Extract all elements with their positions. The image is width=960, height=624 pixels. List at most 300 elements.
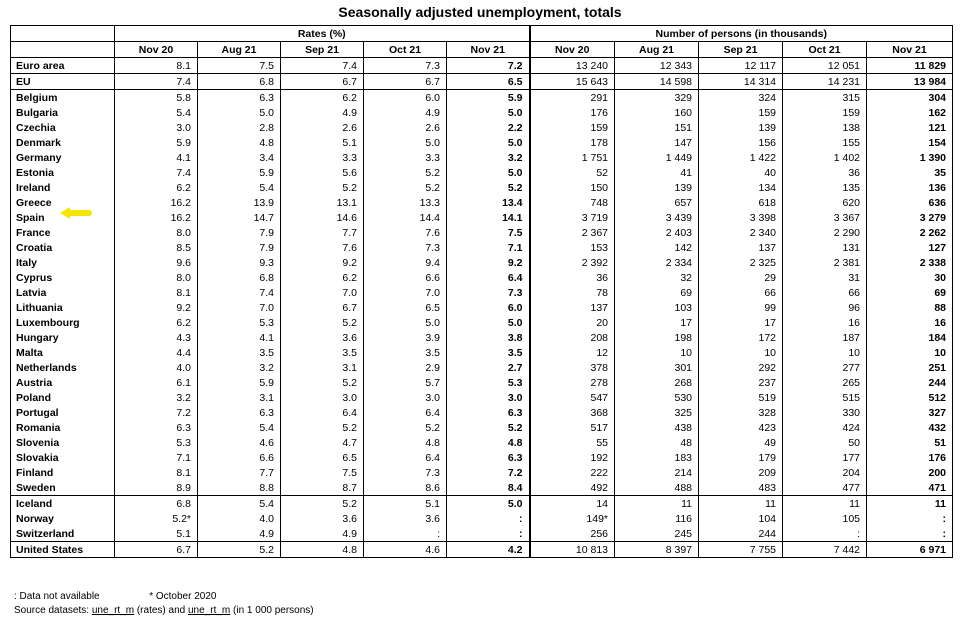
persons-cell: 245 <box>615 526 699 542</box>
rate-cell: 5.2 <box>364 165 447 180</box>
persons-cell: 12 343 <box>615 58 699 74</box>
rates-period-header: Aug 21 <box>198 42 281 58</box>
table-row <box>11 105 953 120</box>
persons-cell: 657 <box>615 195 699 210</box>
persons-cell: 204 <box>783 465 867 480</box>
persons-cell: 183 <box>615 450 699 465</box>
rate-cell: 7.2 <box>447 58 530 74</box>
persons-cell: 153 <box>530 240 615 255</box>
table-row <box>11 511 953 526</box>
persons-cell: 222 <box>530 465 615 480</box>
rate-cell: 5.0 <box>364 135 447 150</box>
persons-cell: 256 <box>530 526 615 542</box>
persons-cell: 618 <box>699 195 783 210</box>
rate-cell: 4.9 <box>198 526 281 542</box>
country-name: Bulgaria <box>16 106 59 119</box>
rate-cell: 5.4 <box>115 105 198 120</box>
persons-cell: 139 <box>615 180 699 195</box>
table-row <box>11 300 953 315</box>
persons-cell: 278 <box>530 375 615 390</box>
persons-cell: 2 367 <box>530 225 615 240</box>
persons-cell: 3 719 <box>530 210 615 225</box>
persons-cell: : <box>867 526 953 542</box>
persons-cell: 55 <box>530 435 615 450</box>
table-row <box>11 225 953 240</box>
persons-period-header: Sep 21 <box>699 42 783 58</box>
rate-cell: 7.5 <box>447 225 530 240</box>
persons-cell: 492 <box>530 480 615 496</box>
rate-cell: 14.4 <box>364 210 447 225</box>
rate-cell: 5.2 <box>447 420 530 435</box>
rate-cell: 3.1 <box>198 390 281 405</box>
rate-cell: 5.2 <box>281 496 364 512</box>
rate-cell: 8.0 <box>115 270 198 285</box>
corner-cell <box>11 42 115 58</box>
persons-cell: 244 <box>699 526 783 542</box>
table-body <box>11 58 953 558</box>
rate-cell: 6.2 <box>281 90 364 106</box>
rate-cell: 6.0 <box>447 300 530 315</box>
persons-cell: 208 <box>530 330 615 345</box>
persons-cell: 31 <box>783 270 867 285</box>
rate-cell: 3.1 <box>281 360 364 375</box>
country-name: Estonia <box>16 166 54 179</box>
rate-cell: 7.5 <box>281 465 364 480</box>
persons-cell: 187 <box>783 330 867 345</box>
rate-cell: 14.1 <box>447 210 530 225</box>
footnote-october: * October 2020 <box>149 591 217 602</box>
rate-cell: 5.8 <box>115 90 198 106</box>
persons-cell: 11 <box>615 496 699 512</box>
rate-cell: 7.4 <box>115 74 198 90</box>
rate-cell: 4.0 <box>115 360 198 375</box>
table-row <box>11 345 953 360</box>
persons-cell: 78 <box>530 285 615 300</box>
rate-cell: 5.2 <box>364 180 447 195</box>
rate-cell: 5.2 <box>281 375 364 390</box>
table-row <box>11 420 953 435</box>
rate-cell: 5.3 <box>115 435 198 450</box>
unemployment-table <box>10 25 953 558</box>
rate-cell: 7.0 <box>198 300 281 315</box>
persons-cell: 176 <box>867 450 953 465</box>
rate-cell: 9.2 <box>115 300 198 315</box>
country-name: Denmark <box>16 136 61 149</box>
rate-cell: 5.2 <box>447 180 530 195</box>
persons-cell: 378 <box>530 360 615 375</box>
persons-group-header: Number of persons (in thousands) <box>530 26 953 42</box>
rate-cell: 2.8 <box>198 120 281 135</box>
persons-cell: 142 <box>615 240 699 255</box>
persons-cell: 17 <box>615 315 699 330</box>
table-title: Seasonally adjusted unemployment, totals <box>338 4 622 20</box>
rate-cell: 6.5 <box>364 300 447 315</box>
persons-cell: 41 <box>615 165 699 180</box>
rate-cell: 6.2 <box>115 315 198 330</box>
rate-cell: 5.0 <box>364 315 447 330</box>
table-row <box>11 150 953 165</box>
country-name: Croatia <box>16 241 53 254</box>
persons-cell: 2 338 <box>867 255 953 270</box>
persons-cell: 1 422 <box>699 150 783 165</box>
table-row <box>11 480 953 496</box>
persons-cell: 3 279 <box>867 210 953 225</box>
persons-cell: 136 <box>867 180 953 195</box>
persons-cell: 127 <box>867 240 953 255</box>
persons-cell: 159 <box>699 105 783 120</box>
rate-cell: : <box>447 511 530 526</box>
rate-cell: 3.6 <box>281 511 364 526</box>
rate-cell: 6.5 <box>447 74 530 90</box>
table-row <box>11 465 953 480</box>
rate-cell: 4.8 <box>447 435 530 450</box>
rate-cell: 4.9 <box>281 526 364 542</box>
rate-cell: 3.0 <box>281 390 364 405</box>
persons-period-header: Nov 21 <box>867 42 953 58</box>
corner-cell <box>11 26 115 42</box>
persons-cell: 105 <box>783 511 867 526</box>
rate-cell: 5.0 <box>447 105 530 120</box>
table-row <box>11 240 953 255</box>
rate-cell: 7.1 <box>115 450 198 465</box>
rate-cell: 5.1 <box>364 496 447 512</box>
country-name: Euro area <box>11 58 115 74</box>
rate-cell: 4.6 <box>364 542 447 558</box>
persons-cell: 13 984 <box>867 74 953 90</box>
persons-cell: 36 <box>783 165 867 180</box>
rate-cell: 5.0 <box>447 315 530 330</box>
persons-cell: 69 <box>615 285 699 300</box>
rate-cell: 5.4 <box>198 420 281 435</box>
rate-cell: 5.0 <box>447 135 530 150</box>
rates-period-header: Sep 21 <box>281 42 364 58</box>
rate-cell: 8.1 <box>115 58 198 74</box>
rate-cell: 5.2 <box>281 420 364 435</box>
rate-cell: 7.9 <box>198 225 281 240</box>
rate-cell: 8.7 <box>281 480 364 496</box>
rate-cell: 16.2 <box>115 195 198 210</box>
persons-cell: 315 <box>783 90 867 106</box>
country-name: Ireland <box>16 181 51 194</box>
source-suffix: (in 1 000 persons) <box>230 605 314 616</box>
rate-cell: 3.6 <box>364 511 447 526</box>
rate-cell: 6.3 <box>447 450 530 465</box>
rate-cell: 8.9 <box>115 480 198 496</box>
rate-cell: 6.1 <box>115 375 198 390</box>
persons-cell: 515 <box>783 390 867 405</box>
persons-cell: 17 <box>699 315 783 330</box>
persons-cell: 12 117 <box>699 58 783 74</box>
table-row <box>11 435 953 450</box>
persons-cell: 184 <box>867 330 953 345</box>
persons-cell: 423 <box>699 420 783 435</box>
persons-cell: 172 <box>699 330 783 345</box>
persons-cell: 11 <box>699 496 783 512</box>
country-name: Cyprus <box>16 271 53 284</box>
rate-cell: 3.2 <box>115 390 198 405</box>
rate-cell: 8.4 <box>447 480 530 496</box>
rate-cell: 6.4 <box>281 405 364 420</box>
country-name: Malta <box>16 346 43 359</box>
persons-cell: 16 <box>867 315 953 330</box>
rates-period-header: Nov 20 <box>115 42 198 58</box>
rate-cell: 8.5 <box>115 240 198 255</box>
country-name: Finland <box>16 466 54 479</box>
persons-cell: 517 <box>530 420 615 435</box>
persons-cell: 10 <box>867 345 953 360</box>
persons-cell: 147 <box>615 135 699 150</box>
persons-cell: 11 829 <box>867 58 953 74</box>
persons-cell: 14 <box>530 496 615 512</box>
rate-cell: 6.6 <box>198 450 281 465</box>
persons-cell: 471 <box>867 480 953 496</box>
persons-cell: 159 <box>530 120 615 135</box>
rate-cell: 8.6 <box>364 480 447 496</box>
persons-cell: 237 <box>699 375 783 390</box>
rate-cell: 7.3 <box>364 465 447 480</box>
rates-group-header: Rates (%) <box>115 26 530 42</box>
persons-cell: 12 <box>530 345 615 360</box>
rate-cell: 3.4 <box>198 150 281 165</box>
persons-cell: 12 051 <box>783 58 867 74</box>
rate-cell: 13.1 <box>281 195 364 210</box>
rate-cell: 5.0 <box>198 105 281 120</box>
persons-cell: 438 <box>615 420 699 435</box>
rate-cell: 6.8 <box>198 270 281 285</box>
persons-cell: 30 <box>867 270 953 285</box>
persons-cell: 330 <box>783 405 867 420</box>
persons-cell: 636 <box>867 195 953 210</box>
rate-cell: 16.2 <box>115 210 198 225</box>
rate-cell: 5.2* <box>115 511 198 526</box>
rate-cell: 5.9 <box>115 135 198 150</box>
rate-cell: 7.3 <box>364 240 447 255</box>
persons-cell: 277 <box>783 360 867 375</box>
rate-cell: 2.9 <box>364 360 447 375</box>
rate-cell: 5.9 <box>198 165 281 180</box>
persons-cell: 69 <box>867 285 953 300</box>
source-prefix: Source datasets: <box>14 605 92 616</box>
rate-cell: 5.9 <box>198 375 281 390</box>
persons-cell: 620 <box>783 195 867 210</box>
persons-cell: 748 <box>530 195 615 210</box>
country-name: Iceland <box>11 496 115 512</box>
rate-cell: 8.1 <box>115 285 198 300</box>
persons-cell: 2 290 <box>783 225 867 240</box>
rate-cell: 6.2 <box>115 180 198 195</box>
group-header-row <box>11 26 953 42</box>
persons-cell: 36 <box>530 270 615 285</box>
rate-cell: 3.5 <box>198 345 281 360</box>
persons-cell: 519 <box>699 390 783 405</box>
source-mid: (rates) and <box>134 605 188 616</box>
table-row <box>11 210 953 225</box>
rate-cell: 5.2 <box>198 542 281 558</box>
footnote-na: : Data not available <box>14 591 100 602</box>
country-name: Switzerland <box>16 527 75 540</box>
country-name: Romania <box>16 421 61 434</box>
persons-cell: 327 <box>867 405 953 420</box>
rate-cell: 3.2 <box>198 360 281 375</box>
arrow-icon <box>59 206 93 220</box>
persons-cell: 477 <box>783 480 867 496</box>
persons-cell: 138 <box>783 120 867 135</box>
country-name: Germany <box>16 151 62 164</box>
table-row <box>11 450 953 465</box>
persons-cell: 20 <box>530 315 615 330</box>
persons-cell: 488 <box>615 480 699 496</box>
persons-cell: 3 367 <box>783 210 867 225</box>
country-name: Greece <box>16 196 52 209</box>
persons-cell: 2 381 <box>783 255 867 270</box>
persons-cell: 3 439 <box>615 210 699 225</box>
persons-cell: 135 <box>783 180 867 195</box>
persons-cell: 198 <box>615 330 699 345</box>
rate-cell: 5.4 <box>198 180 281 195</box>
rate-cell: 6.4 <box>364 450 447 465</box>
rate-cell: 2.7 <box>447 360 530 375</box>
country-name: Czechia <box>16 121 56 134</box>
persons-cell: 432 <box>867 420 953 435</box>
rate-cell: 3.8 <box>447 330 530 345</box>
country-name: Norway <box>16 512 54 525</box>
persons-cell: 29 <box>699 270 783 285</box>
country-name: Portugal <box>16 406 59 419</box>
persons-cell: 7 442 <box>783 542 867 558</box>
table-row <box>11 375 953 390</box>
rate-cell: 9.2 <box>447 255 530 270</box>
persons-cell: 368 <box>530 405 615 420</box>
rate-cell: 4.1 <box>115 150 198 165</box>
rate-cell: 7.3 <box>447 285 530 300</box>
rate-cell: 5.4 <box>198 496 281 512</box>
persons-cell: 214 <box>615 465 699 480</box>
rate-cell: 6.3 <box>447 405 530 420</box>
persons-cell: 192 <box>530 450 615 465</box>
country-name: Belgium <box>11 90 115 106</box>
country-name: Austria <box>16 376 53 389</box>
rate-cell: 4.8 <box>198 135 281 150</box>
rate-cell: 3.2 <box>447 150 530 165</box>
persons-cell: 424 <box>783 420 867 435</box>
persons-cell: 292 <box>699 360 783 375</box>
table-row <box>11 270 953 285</box>
persons-cell: 10 <box>783 345 867 360</box>
rate-cell: 6.5 <box>281 450 364 465</box>
rate-cell: 4.2 <box>447 542 530 558</box>
persons-cell: 483 <box>699 480 783 496</box>
rate-cell: 6.7 <box>281 300 364 315</box>
rate-cell: 3.9 <box>364 330 447 345</box>
rate-cell: 5.1 <box>281 135 364 150</box>
persons-cell: 104 <box>699 511 783 526</box>
rate-cell: 5.9 <box>447 90 530 106</box>
rate-cell: 7.9 <box>198 240 281 255</box>
table-row <box>11 120 953 135</box>
persons-cell: 10 <box>699 345 783 360</box>
persons-cell: 1 751 <box>530 150 615 165</box>
table-row <box>11 255 953 270</box>
persons-cell: 52 <box>530 165 615 180</box>
persons-period-header: Oct 21 <box>783 42 867 58</box>
rate-cell: 5.2 <box>281 315 364 330</box>
persons-period-header: Nov 20 <box>530 42 615 58</box>
rate-cell: 5.0 <box>447 165 530 180</box>
persons-cell: 66 <box>699 285 783 300</box>
rate-cell: 2.6 <box>281 120 364 135</box>
rate-cell: 6.8 <box>115 496 198 512</box>
table-row <box>11 496 953 512</box>
rate-cell: 7.5 <box>198 58 281 74</box>
persons-cell: 176 <box>530 105 615 120</box>
table-row <box>11 90 953 106</box>
persons-cell: 103 <box>615 300 699 315</box>
persons-cell: 329 <box>615 90 699 106</box>
rate-cell: 8.1 <box>115 465 198 480</box>
rate-cell: 3.0 <box>115 120 198 135</box>
persons-cell: 251 <box>867 360 953 375</box>
persons-cell: 11 <box>783 496 867 512</box>
rate-cell: 4.0 <box>198 511 281 526</box>
persons-cell: 51 <box>867 435 953 450</box>
rate-cell: 13.4 <box>447 195 530 210</box>
table-row <box>11 542 953 558</box>
country-name: Latvia <box>16 286 47 299</box>
rate-cell: 7.3 <box>364 58 447 74</box>
table-row <box>11 526 953 542</box>
country-name: Slovakia <box>16 451 59 464</box>
persons-cell: 139 <box>699 120 783 135</box>
rate-cell: 3.0 <box>447 390 530 405</box>
persons-cell: 160 <box>615 105 699 120</box>
rate-cell: 6.2 <box>281 270 364 285</box>
persons-cell: 200 <box>867 465 953 480</box>
rate-cell: 5.2 <box>281 180 364 195</box>
rate-cell: 7.1 <box>447 240 530 255</box>
persons-cell: 14 231 <box>783 74 867 90</box>
persons-cell: 66 <box>783 285 867 300</box>
persons-cell: 50 <box>783 435 867 450</box>
persons-cell: 11 <box>867 496 953 512</box>
rate-cell: 5.3 <box>447 375 530 390</box>
persons-cell: 1 402 <box>783 150 867 165</box>
country-name: United States <box>11 542 115 558</box>
rate-cell: 9.4 <box>364 255 447 270</box>
persons-cell: 2 262 <box>867 225 953 240</box>
rate-cell: 9.2 <box>281 255 364 270</box>
persons-cell: 10 813 <box>530 542 615 558</box>
persons-cell: 512 <box>867 390 953 405</box>
country-name: France <box>16 226 51 239</box>
persons-cell: 14 598 <box>615 74 699 90</box>
persons-cell: 155 <box>783 135 867 150</box>
rate-cell: 3.5 <box>364 345 447 360</box>
rates-period-header: Oct 21 <box>364 42 447 58</box>
persons-cell: 325 <box>615 405 699 420</box>
persons-cell: 134 <box>699 180 783 195</box>
rate-cell: 4.1 <box>198 330 281 345</box>
rate-cell: 5.1 <box>115 526 198 542</box>
rate-cell: 7.4 <box>198 285 281 300</box>
rate-cell: 7.0 <box>281 285 364 300</box>
dataset-link-rates[interactable]: une_rt_m <box>91 605 135 616</box>
rate-cell: 4.8 <box>364 435 447 450</box>
dataset-link-persons[interactable]: une_rt_m <box>188 605 231 616</box>
persons-cell: 7 755 <box>699 542 783 558</box>
persons-cell: 2 403 <box>615 225 699 240</box>
persons-cell: 121 <box>867 120 953 135</box>
persons-cell: 8 397 <box>615 542 699 558</box>
